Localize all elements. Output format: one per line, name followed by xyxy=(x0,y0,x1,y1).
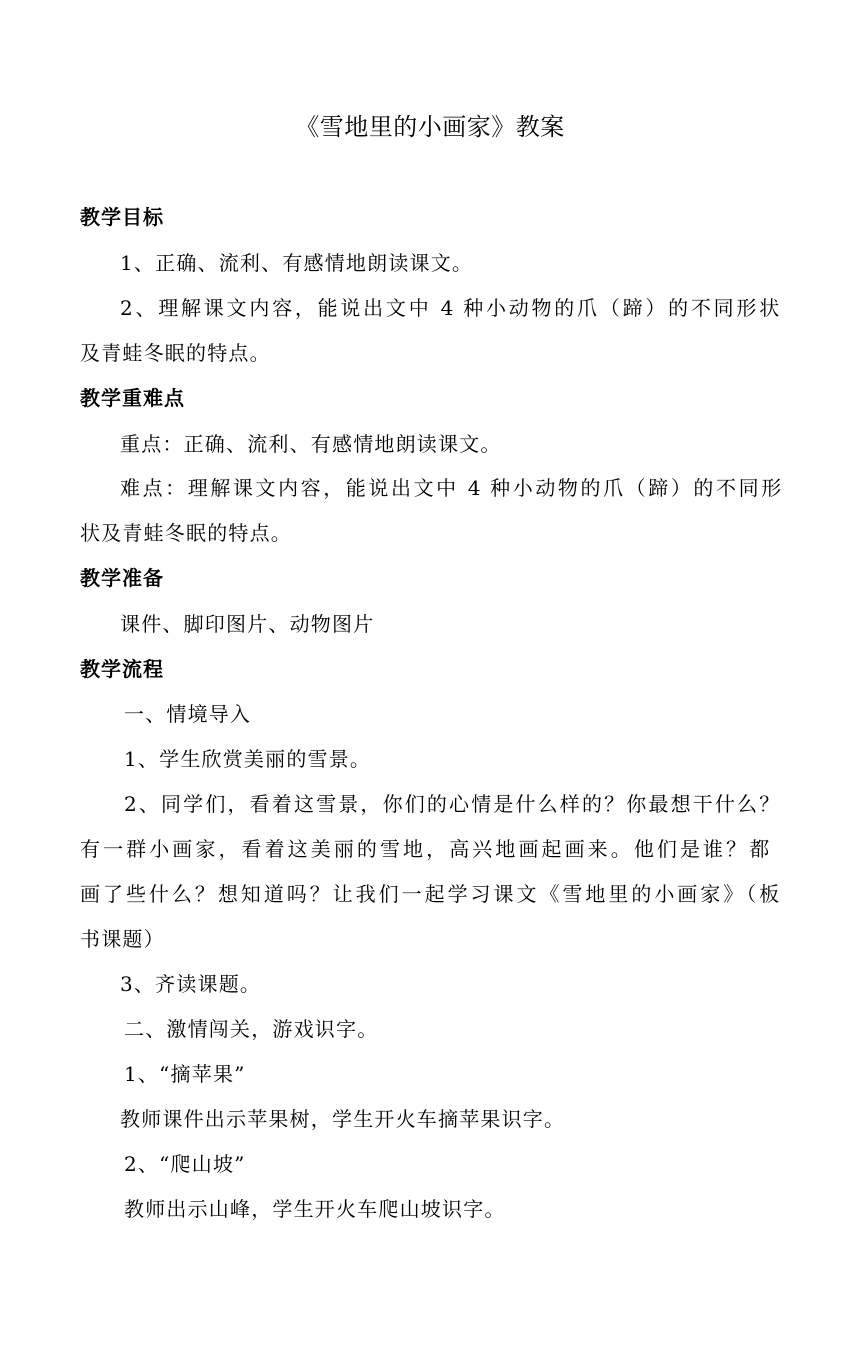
process-line-2: 1、学生欣赏美丽的雪景。 xyxy=(124,747,372,771)
objective-item-1: 1、正确、流利、有感情地朗读课文。 xyxy=(120,251,474,275)
process-line-12: 教师出示山峰，学生开火车爬山坡识字。 xyxy=(124,1197,506,1221)
heading-objectives: 教学目标 xyxy=(80,205,164,229)
process-line-5: 画了些什么？想知道吗？让我们一起学习课文《雪地里的小画家》（板 xyxy=(80,882,780,906)
key-point-line-2: 难点：理解课文内容，能说出文中 4 种小动物的爪（蹄）的不同形 xyxy=(120,476,782,500)
process-line-9: 1、“摘苹果” xyxy=(124,1062,246,1086)
process-line-3: 2、同学们，看着这雪景，你们的心情是什么样的？你最想干什么？ xyxy=(124,792,780,816)
key-point-line-1: 重点：正确、流利、有感情地朗读课文。 xyxy=(120,432,502,456)
key-point-line-3: 状及青蛙冬眠的特点。 xyxy=(80,521,292,545)
objective-item-2-cont: 及青蛙冬眠的特点。 xyxy=(80,341,271,365)
process-line-4: 有一群小画家，看着这美丽的雪地，高兴地画起画来。他们是谁？都 xyxy=(80,837,770,861)
preparation-line-1: 课件、脚印图片、动物图片 xyxy=(120,612,375,636)
process-line-11: 2、“爬山坡” xyxy=(124,1152,246,1176)
objective-item-2: 2、理解课文内容，能说出文中 4 种小动物的爪（蹄）的不同形状 xyxy=(120,296,780,320)
process-line-8: 二、激情闯关，游戏识字。 xyxy=(124,1017,379,1041)
heading-preparation: 教学准备 xyxy=(80,566,164,590)
heading-process: 教学流程 xyxy=(80,657,164,681)
heading-key-points: 教学重难点 xyxy=(80,386,185,410)
process-line-7: 3、齐读课题。 xyxy=(120,972,262,996)
document-title: 《雪地里的小画家》教案 xyxy=(295,113,565,141)
process-line-10: 教师课件出示苹果树，学生开火车摘苹果识字。 xyxy=(120,1107,566,1131)
process-line-1: 一、情境导入 xyxy=(124,702,252,726)
process-line-6: 书课题） xyxy=(80,927,165,951)
